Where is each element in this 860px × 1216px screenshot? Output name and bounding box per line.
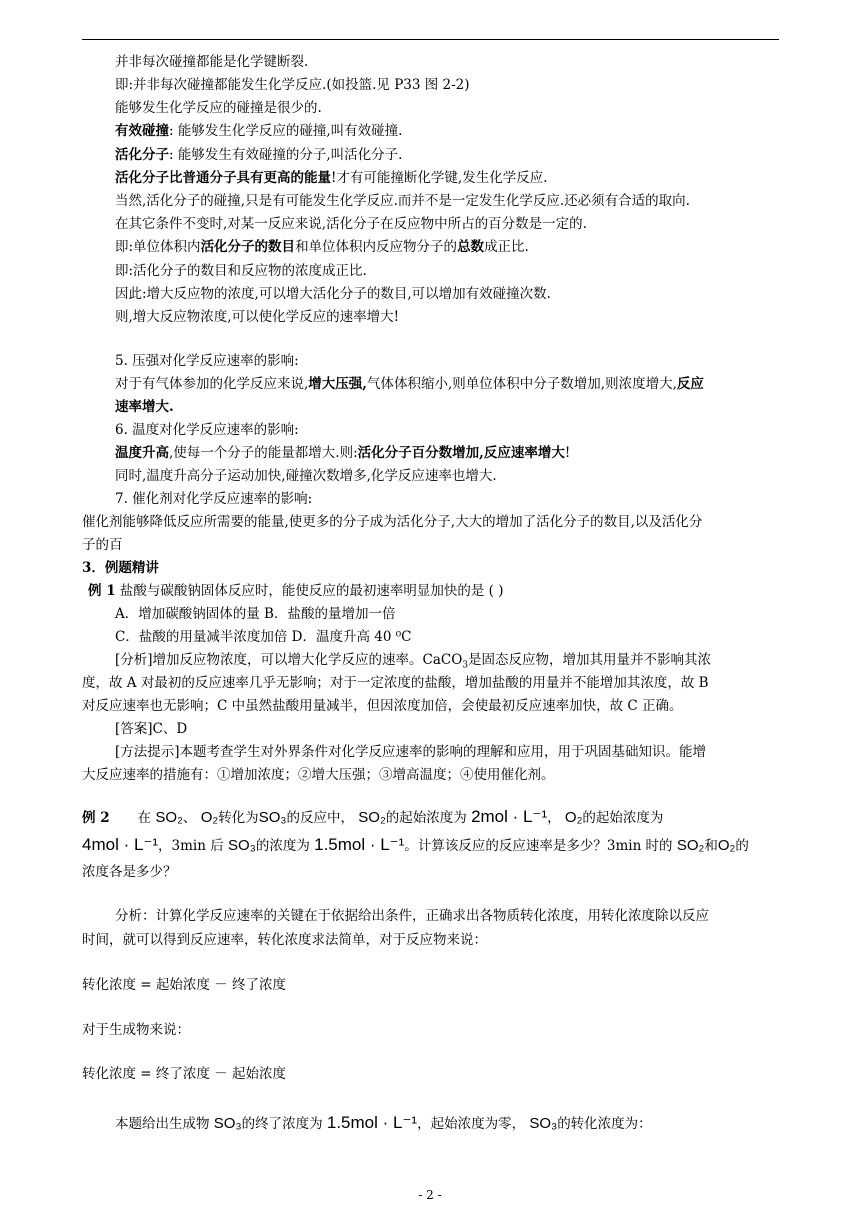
- text: ,使每一个分子的能量都增大.则:: [169, 445, 358, 461]
- question-text: 盐酸与碳酸钠固体反应时，能使反应的最初速率明显加快的是 ( ): [115, 583, 504, 599]
- text: ，起始浓度为零，: [417, 1116, 526, 1132]
- text: 转化为: [218, 810, 259, 826]
- emphasis: 总数: [457, 239, 485, 255]
- example-label: 例 2: [82, 810, 110, 826]
- text: !: [564, 445, 571, 461]
- text-line: 能够发生化学反应的碰撞是很少的.: [115, 100, 322, 116]
- text-line: 即:活化分子的数目和反应物的浓度成正比.: [115, 263, 367, 279]
- text-line: [115, 374, 704, 394]
- concentration-so3: 1.5mol · L⁻¹: [314, 835, 405, 854]
- definition-activated-molecule: [115, 145, 402, 165]
- equation-product: 转化浓度 = 终了浓度 － 起始浓度: [82, 1066, 286, 1082]
- example-label: 例 1: [88, 583, 116, 599]
- example-2-line-1: [82, 804, 663, 831]
- text-line: 并非每次碰撞都能是化学键断裂.: [115, 54, 309, 70]
- text: 在: [137, 810, 152, 826]
- text: 即:单位体积内: [115, 239, 201, 255]
- formula-o2: O₂: [717, 837, 736, 854]
- text: 气体体积缩小,则单位体积中分子数增加,则浓度增大,: [367, 376, 677, 392]
- analysis-2-line: 分析：计算化学反应速率的关键在于依据给出条件，正确求出各物质转化浓度，用转化浓度除以反应: [115, 908, 709, 924]
- text: 的终了浓度为: [241, 1116, 323, 1132]
- formula-so2: SO₂: [155, 809, 183, 826]
- text-line: [115, 237, 529, 257]
- formula-so3: SO₃: [258, 809, 287, 826]
- text: 的起始浓度为: [385, 810, 467, 826]
- definition-text: : 能够发生化学反应的碰撞,叫有效碰撞.: [169, 123, 403, 139]
- example-2-line-3: 浓度各是多少？: [82, 864, 177, 880]
- text: 本题给出生成物: [115, 1116, 210, 1132]
- section-7-heading: 7. 催化剂对化学反应速率的影响:: [115, 491, 313, 507]
- text: 。计算该反应的反应速率是多少？3min 时的: [404, 838, 673, 854]
- emphasis: 增大压强,: [308, 376, 367, 392]
- final-line: [115, 1110, 652, 1137]
- text: 的起始浓度为: [582, 810, 664, 826]
- subscript: 3: [462, 660, 469, 671]
- formula-o2: O₂: [564, 809, 583, 826]
- formula-so2: SO₂: [676, 837, 705, 854]
- text: 的反应中，: [286, 810, 354, 826]
- analysis-line: 度，故 A 对最初的反应速率几乎无影响；对于一定浓度的盐酸，增加盐酸的用量并不能增加其浓度，故 B: [82, 675, 709, 691]
- analysis-line: 对反应速率也无影响；C 中虽然盐酸用量减半，但因浓度加倍，会使最初反应速率加快，故 C 正确。: [82, 698, 683, 714]
- text-line: 则,增大反应物浓度,可以使化学反应的速率增大!: [115, 309, 400, 325]
- method-tip-line: [方法提示]本题考查学生对外界条件对化学反应速率的影响的理解和应用，用于巩固基础知识。能增: [115, 744, 707, 760]
- text-line: 在其它条件不变时,对某一反应来说,活化分子在反应物中所占的百分数是一定的.: [115, 216, 587, 232]
- page-number: - 2 -: [418, 1188, 442, 1202]
- text-line: 因此:增大反应物的浓度,可以增大活化分子的数目,可以增加有效碰撞次数.: [115, 286, 551, 302]
- text: 的浓度为: [255, 838, 310, 854]
- formula-o2: O₂: [200, 809, 219, 826]
- text: !才有可能撞断化学键,发生化学反应.: [331, 170, 548, 186]
- emphasis: 活化分子百分数增加,反应速率增大: [357, 445, 565, 461]
- text-line: 即:并非每次碰撞都能发生化学反应.(如投篮.见 P33 图 2-2): [115, 77, 470, 93]
- example-1-question: [88, 581, 504, 601]
- emphasis: 活化分子的数目: [200, 239, 296, 255]
- product-label: 对于生成物来说：: [82, 1022, 190, 1038]
- text: [分析]增加反应物浓度，可以增大化学反应的速率。CaCO: [115, 652, 463, 668]
- text: 、: [182, 810, 197, 826]
- answer-line: [答案]C、D: [115, 721, 188, 737]
- text-line: 当然,活化分子的碰撞,只是有可能发生化学反应.而并不是一定发生化学反应.还必须有合适的取向.: [115, 193, 690, 209]
- method-tip-line: 大反应速率的措施有：①增加浓度；②增大压强；③增高温度；④使用催化剂。: [82, 767, 555, 783]
- analysis-2-line: 时间，就可以得到反应速率，转化浓度求法简单，对于反应物来说：: [82, 932, 487, 948]
- header-rule: [82, 39, 779, 40]
- text: 和单位体积内反应物分子的: [295, 239, 458, 255]
- text-line: [115, 397, 174, 417]
- section-6-heading: 6. 温度对化学反应速率的影响:: [115, 422, 299, 438]
- formula-so3: SO₃: [529, 1115, 558, 1132]
- text: ，3min 后: [158, 838, 224, 854]
- concentration-o2: 4mol · L⁻¹: [82, 835, 159, 854]
- term: 活化分子: [115, 147, 169, 163]
- text-line: 催化剂能够降低反应所需要的能量,使更多的分子成为活化分子,大大的增加了活化分子的数目,以及活化分: [82, 514, 703, 530]
- text: 对于有气体参加的化学反应来说,: [115, 376, 309, 392]
- term: 有效碰撞: [115, 123, 169, 139]
- equation-reactant: 转化浓度 = 起始浓度 － 终了浓度: [82, 977, 286, 993]
- emphasis: 速率增大.: [115, 399, 174, 415]
- text: 和: [704, 838, 718, 854]
- section-3-heading: [82, 558, 159, 578]
- text-line: [115, 168, 548, 188]
- concentration-so2: 2mol · L⁻¹: [471, 807, 548, 826]
- text: 是固态反应物，增加其用量并不影响其浓: [468, 652, 712, 668]
- text-line: 同时,温度升高分子运动加快,碰撞次数增多,化学反应速率也增大.: [115, 468, 497, 484]
- emphasis: 温度升高: [115, 445, 169, 461]
- definition-text: : 能够发生有效碰撞的分子,叫活化分子.: [169, 147, 403, 163]
- section-5-heading: 5. 压强对化学反应速率的影响:: [115, 353, 299, 369]
- text: ，: [547, 810, 561, 826]
- options-cd: C．盐酸的用量减半浓度加倍 D．温度升高 40 ⁰C: [115, 629, 412, 645]
- emphasis: 反应: [676, 376, 704, 392]
- formula-so3: SO₃: [213, 1115, 242, 1132]
- text: 的转化浓度为：: [557, 1116, 652, 1132]
- formula-so2: SO₂: [358, 809, 386, 826]
- options-ab: A．增加碳酸钠固体的量 B．盐酸的量增加一倍: [115, 606, 396, 622]
- formula-so3: SO₃: [228, 837, 256, 854]
- text-line: [115, 443, 570, 463]
- concentration-so3: 1.5mol · L⁻¹: [326, 1113, 418, 1132]
- heading-text: 3．例题精讲: [82, 560, 159, 576]
- definition-effective-collision: [115, 121, 402, 141]
- text: 的: [735, 838, 749, 854]
- text: 成正比.: [484, 239, 529, 255]
- analysis-line: [115, 650, 711, 676]
- text-line: 子的百: [82, 537, 123, 553]
- example-2-line-2: [82, 832, 749, 859]
- emphasis: 活化分子比普通分子具有更高的能量: [115, 170, 331, 186]
